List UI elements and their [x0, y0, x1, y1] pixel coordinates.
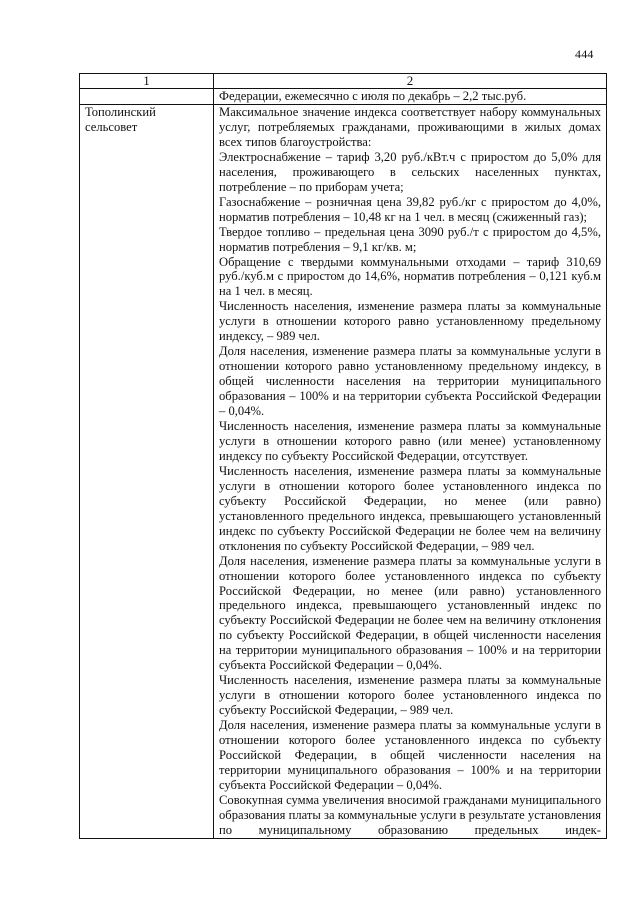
- header-col-2: 2: [214, 74, 607, 89]
- paragraph-share-equal: Доля населения, изменение размера платы за коммунальные услуги в отношении которого равно установленному предельному индексу, в общей численности населения на территории муниципального образования – 100% и на территории субъекта Российской Федерации – 0,04%.: [219, 344, 601, 419]
- table-header-row: [80, 74, 607, 89]
- paragraph-population-less: Численность населения, изменение размера платы за коммунальные услуги в отношении которого равно (или менее) установленному индексу по субъекту Российской Федерации, отсутствует.: [219, 419, 601, 463]
- paragraph-total-increase: Совокупная сумма увеличения вносимой гражданами муниципального образования платы за коммунальные услуги в результате установления по муниципальному образованию предельных индек-: [219, 792, 601, 837]
- page-number: 444: [575, 47, 594, 61]
- region-name-line-2: сельсовет: [85, 120, 138, 134]
- region-name-line-1: Тополинский: [85, 105, 156, 119]
- paragraph-share-between: Доля населения, изменение размера платы за коммунальные услуги в отношении которого более установленного индекса по субъекту Российской Федерации, но менее (или равно) установленного предельного индекса, превышающего установленный индекс по субъекту Российской Федерации не более чем на величину отклонения по субъекту Российской Федерации, в общей численности населения на территории муниципального образования – 100% и на территории субъекта Российской Федерации – 0,04%.: [219, 553, 601, 673]
- paragraph-electricity: Электроснабжение – тариф 3,20 руб./кВт.ч с приростом до 5,0% для населения, проживающего в сельских населенных пунктах, потребление – по приборам учета;: [219, 149, 601, 194]
- paragraph-population-between: Численность населения, изменение размера платы за коммунальные услуги в отношении которого более установленного индекса по субъекту Российской Федерации, но менее (или равно) установленного предельного индекса, превышающего установленный индекс по субъекту Российской Федерации не более чем на величину отклонения по субъекту Российской Федерации, – 989 чел.: [219, 463, 601, 553]
- continuation-row: [80, 89, 607, 105]
- continuation-text: Федерации, ежемесячно с июля по декабрь – 2,2 тыс.руб.: [214, 89, 607, 105]
- paragraph-solid-fuel: Твердое топливо – предельная цена 3090 руб./т с приростом до 4,5%, норматив потребления – 9,1 кг/кв. м;: [219, 224, 601, 254]
- region-cell: [80, 105, 214, 839]
- paragraph-index-composition: Максимальное значение индекса соответствует набору коммунальных услуг, потребляемых гражданами, проживающими в жилых домах всех типов благоустройства:: [219, 105, 601, 149]
- header-col-1: 1: [80, 74, 214, 89]
- table-row: [80, 105, 607, 839]
- paragraph-waste: Обращение с твердыми коммунальными отходами – тариф 310,69 руб./куб.м с приростом до 14,6%, норматив потребления – 0,121 куб.м на 1 чел. в месяц.: [219, 254, 601, 299]
- paragraph-population-equal: Численность населения, изменение размера платы за коммунальные услуги в отношении которого равно установленному предельному индексу, – 989 чел.: [219, 299, 601, 344]
- paragraph-share-above: Доля населения, изменение размера платы за коммунальные услуги в отношении которого более установленного индекса по субъекту Российской Федерации, в общей численности населения на территории муниципального образования – 100% и на территории субъекта Российской Федерации – 0,04%.: [219, 718, 601, 792]
- description-cell: [214, 105, 607, 839]
- paragraph-gas: Газоснабжение – розничная цена 39,82 руб./кг с приростом до 4,0%, норматив потребления – 10,48 кг на 1 чел. в месяц (сжиженный газ);: [219, 194, 601, 224]
- continuation-empty-cell: [80, 89, 214, 105]
- paragraph-population-above: Численность населения, изменение размера платы за коммунальные услуги в отношении которого более установленного индекса по субъекту Российской Федерации, – 989 чел.: [219, 673, 601, 718]
- utility-index-table: [79, 73, 607, 839]
